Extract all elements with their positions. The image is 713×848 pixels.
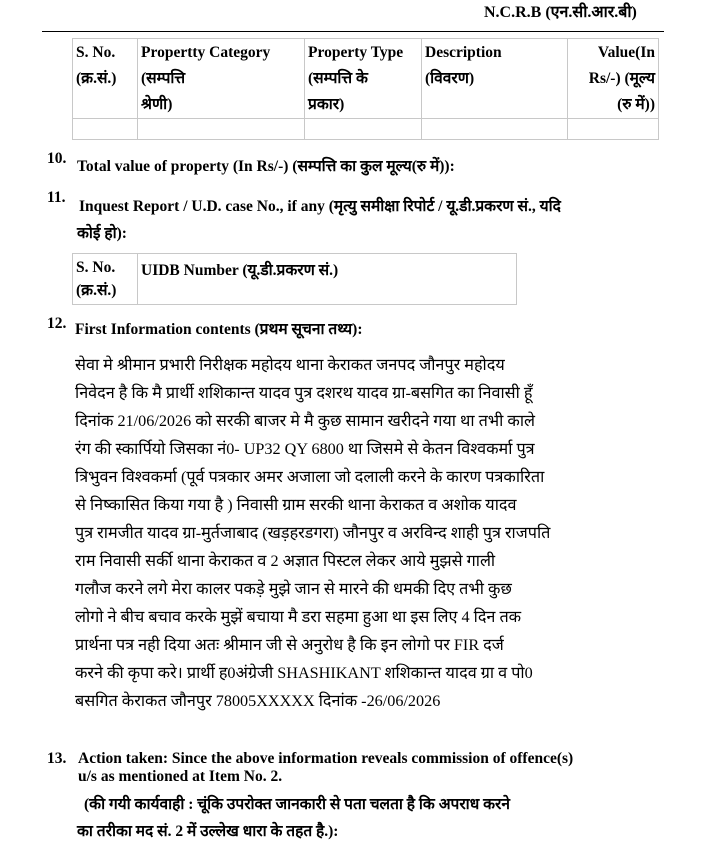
fir-line: दिनांक 21/06/2026 को सरकी बाजर मे मै कुछ सामान खरीदने गया था तभी काले <box>75 412 536 430</box>
item-13-line3: (की गयी कार्यवाही : चूंकि उपरोक्त जानकारी से पता चलता है कि अपराध करने <box>84 796 510 813</box>
fir-line: गलौज करने लगे मेरा कालर पकड़े मुझे जान से मारने की धमकी दिए तभी कुछ <box>75 580 512 598</box>
fir-line: बसगित केराकत जौनपुर 78005XXXXX दिनांक -26/06/2026 <box>75 692 441 710</box>
table-row <box>73 119 659 140</box>
uidb-table <box>72 253 517 305</box>
item-10-text: Total value of property (In Rs/-) (सम्पत्ति का कुल मूल्य(रु में)): <box>77 158 455 175</box>
header-org: N.C.R.B (एन.सी.आर.बी) <box>484 4 637 21</box>
col-sno: S. No. (क्र.सं.) <box>73 39 138 119</box>
fir-line: पुत्र रामजीत यादव ग्रा-मुर्तजाबाद (खड़हरडगरा) जौनपुर व अरविन्द शाही पुत्र राजपति <box>75 524 551 542</box>
fir-line: से निष्कासित किया गया है ) निवासी ग्राम सरकी थाना केराकत व अशोक यादव <box>75 496 517 514</box>
fir-line: लोगो ने बीच बचाव करके मुझें बचाया मै डरा सहमा हुआ था इस लिए 4 दिन तक <box>75 608 522 626</box>
col-category: Propertty Category (सम्पत्ति श्रेणी) <box>138 39 305 119</box>
item-12-number: 12. <box>47 315 67 332</box>
item-11-line1: Inquest Report / U.D. case No., if any (मृत्यु समीक्षा रिपोर्ट / यू.डी.प्रकरण सं., यदि <box>79 198 561 215</box>
fir-line: करने की कृपा करे। प्रार्थी ह0अंग्रेजी SHASHIKANT शशिकान्त यादव ग्रा व पो0 <box>75 664 533 682</box>
fir-line: राम निवासी सर्की थाना केराकत व 2 अज्ञात पिस्टल लेकर आये मुझसे गाली <box>75 552 496 570</box>
fir-line: त्रिभुवन विश्वकर्मा (पूर्व पत्रकार अमर अजाला जो दलाली करने के कारण पत्रकारिता <box>75 468 545 486</box>
item-13-number: 13. <box>47 750 67 767</box>
col-value: Value(In Rs/-) (मूल्य (रु में)) <box>568 39 659 119</box>
item-13-line4: का तरीका मद सं. 2 में उल्लेख धारा के तहत है.): <box>77 823 339 840</box>
uidb-col-sno: S. No. (क्र.सं.) <box>73 254 138 305</box>
item-12-title: First Information contents (प्रथम सूचना तथ्य): <box>75 321 363 338</box>
item-13-line2: u/s as mentioned at Item No. 2. <box>78 768 283 785</box>
fir-line: रंग की स्कार्पियो जिसका नं0- UP32 QY 6800 था जिसमे से केतन विश्वकर्मा पुत्र <box>75 440 535 458</box>
header-rule <box>42 31 664 32</box>
item-11-line2: कोई हो): <box>77 225 127 242</box>
item-11-number: 11. <box>47 189 66 206</box>
item-13-line1: Action taken: Since the above information reveals commission of offence(s) <box>78 750 574 767</box>
fir-line: सेवा मे श्रीमान प्रभारी निरीक्षक महोदय थाना केराकत जनपद जौनपुर महोदय <box>75 356 505 374</box>
fir-contents <box>75 351 665 715</box>
fir-line: प्रार्थना पत्र नही दिया अतः श्रीमान जी से अनुरोध है कि इन लोगो पर FIR दर्ज <box>75 636 504 654</box>
fir-line: निवेदन है कि मै प्रार्थी शशिकान्त यादव पुत्र दशरथ यादव ग्रा-बसगित का निवासी हूँ <box>75 384 533 402</box>
col-type: Property Type (सम्पत्ति के प्रकार) <box>305 39 422 119</box>
property-table <box>72 38 659 140</box>
item-10-number: 10. <box>47 150 67 167</box>
uidb-col-number: UIDB Number (यू.डी.प्रकरण सं.) <box>138 254 517 305</box>
col-description: Description (विवरण) <box>422 39 568 119</box>
